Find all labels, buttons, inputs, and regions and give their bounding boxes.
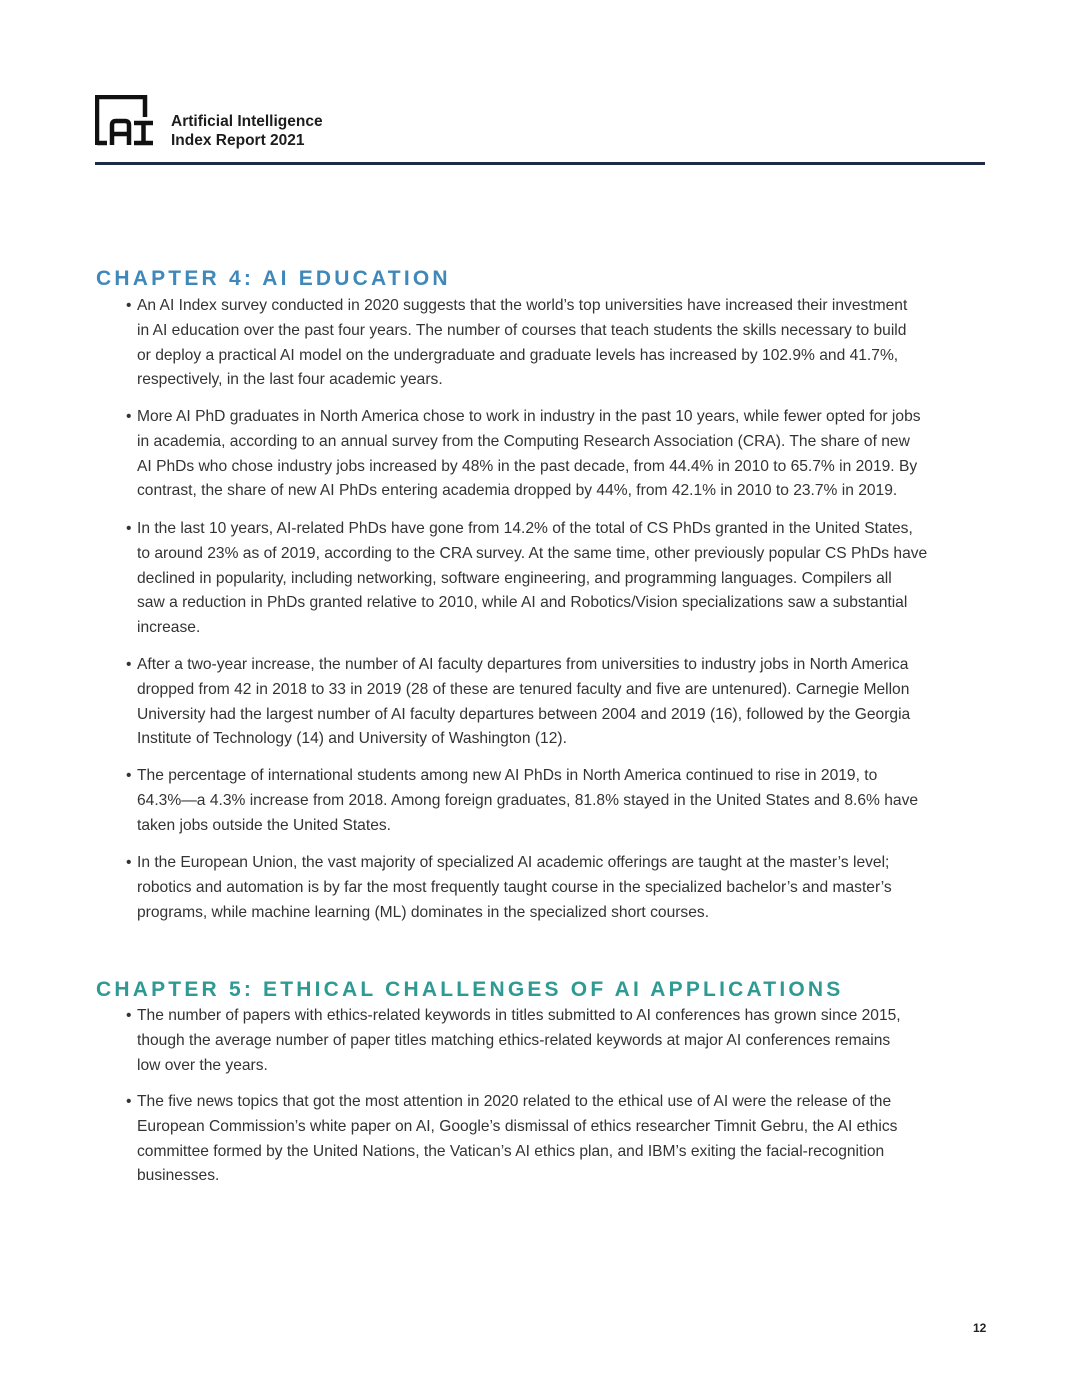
bullet-dot-icon: • <box>126 297 132 314</box>
bullet-text: committee formed by the United Nations, the Vatican’s AI ethics plan, and IBM’s exiting the facial-recognition <box>137 1142 885 1160</box>
bullet-text: European Commission’s white paper on AI, Google’s dismissal of ethics researcher Timnit Gebru, the AI ethics <box>137 1117 898 1135</box>
bullet-dot-icon: • <box>126 1093 132 1110</box>
brand-line-1: Artificial Intelligence <box>171 113 323 130</box>
bullet-line <box>126 405 996 430</box>
bullet-text: though the average number of paper titles matching ethics-related keywords at major AI conferences remains <box>137 1031 891 1049</box>
bullet-text: dropped from 42 in 2018 to 33 in 2019 (28 of these are tenured faculty and five are untenured). Carnegie Mellon <box>137 680 910 698</box>
bullet-text: More AI PhD graduates in North America chose to work in industry in the past 10 years, while fewer opted for jobs <box>137 408 921 425</box>
bullet-text: The percentage of international students among new AI PhDs in North America continued to rise in 2019, to <box>137 767 878 784</box>
bullet-text: After a two-year increase, the number of AI faculty departures from universities to industry jobs in North America <box>137 656 909 673</box>
bullet-line <box>126 591 996 616</box>
bullet-line <box>126 1140 996 1165</box>
ai-index-logo <box>95 95 155 147</box>
bullet-line <box>126 1004 996 1029</box>
bullet-line <box>126 1029 996 1054</box>
bullet-line <box>126 678 996 703</box>
bullet-dot-icon: • <box>126 408 132 425</box>
bullet-text: low over the years. <box>137 1056 268 1074</box>
header-divider <box>95 162 985 165</box>
chapter-4-heading: CHAPTER 4: AI EDUCATION <box>96 267 451 290</box>
bullet-line <box>126 789 996 814</box>
bullet-text: In the European Union, the vast majority of specialized AI academic offerings are taught at the master’s level; <box>137 854 890 871</box>
bullet-line <box>126 1090 996 1115</box>
bullet-text: The five news topics that got the most attention in 2020 related to the ethical use of AI were the release of the <box>137 1093 892 1110</box>
bullet-line <box>126 876 996 901</box>
bullet-line <box>126 901 996 926</box>
bullet-line <box>126 455 996 480</box>
bullet-text: taken jobs outside the United States. <box>137 816 391 834</box>
bullet-item <box>126 405 996 504</box>
bullet-line <box>126 814 996 839</box>
bullet-dot-icon: • <box>126 1007 132 1024</box>
bullet-line <box>126 479 996 504</box>
bullet-item <box>126 1004 996 1078</box>
bullet-text: robotics and automation is by far the most frequently taught course in the specialized bachelor’s and master’s <box>137 878 892 896</box>
bullet-text: or deploy a practical AI model on the undergraduate and graduate levels has increased by 102.9% and 41.7%, <box>137 346 899 364</box>
bullet-item <box>126 294 996 393</box>
bullet-item <box>126 851 996 925</box>
bullet-text: in AI education over the past four years. The number of courses that teach students the skills necessary to build <box>137 321 907 339</box>
bullet-line <box>126 1054 996 1079</box>
bullet-text: businesses. <box>137 1167 220 1185</box>
bullet-line <box>126 542 996 567</box>
bullet-line <box>126 567 996 592</box>
bullet-text: Institute of Technology (14) and University of Washington (12). <box>137 730 567 748</box>
bullet-text: The number of papers with ethics-related keywords in titles submitted to AI conferences has grown since 2015, <box>137 1007 901 1024</box>
bullet-text: in academia, according to an annual survey from the Computing Research Association (CRA). The share of new <box>137 432 910 450</box>
bullet-text: contrast, the share of new AI PhDs entering academia dropped by 44%, from 42.1% in 2010 to 23.7% in 2019. <box>137 482 898 500</box>
bullet-text: saw a reduction in PhDs granted relative to 2010, while AI and Robotics/Vision specializations saw a substantial <box>137 594 908 612</box>
page-number: 12 <box>973 1321 987 1335</box>
bullet-text: to around 23% as of 2019, according to the CRA survey. At the same time, other previously popular CS PhDs have <box>137 544 928 562</box>
bullet-text: programs, while machine learning (ML) dominates in the specialized short courses. <box>137 903 710 921</box>
bullet-dot-icon: • <box>126 854 132 871</box>
bullet-text: declined in popularity, including networking, software engineering, and programming languages. Compilers all <box>137 569 892 587</box>
bullet-text: In the last 10 years, AI-related PhDs have gone from 14.2% of the total of CS PhDs granted in the United States, <box>137 520 913 537</box>
bullet-text: An AI Index survey conducted in 2020 suggests that the world’s top universities have increased their investment <box>137 297 908 314</box>
bullet-text: 64.3%—a 4.3% increase from 2018. Among foreign graduates, 81.8% stayed in the United States and 8.6% have <box>137 791 919 809</box>
bullet-text: respectively, in the last four academic years. <box>137 371 443 389</box>
bullet-line <box>126 1115 996 1140</box>
bullet-line <box>126 616 996 641</box>
bullet-dot-icon: • <box>126 520 132 537</box>
bullet-line <box>126 727 996 752</box>
bullet-text: increase. <box>137 619 201 637</box>
bullet-line <box>126 1164 996 1189</box>
bullet-dot-icon: • <box>126 656 132 673</box>
bullet-text: University had the largest number of AI faculty departures between 2004 and 2019 (16), followed by the Georgia <box>137 705 911 723</box>
bullet-line <box>126 368 996 393</box>
bullet-text: AI PhDs who chose industry jobs increased by 48% in the past decade, from 44.4% in 2010 to 65.7% in 2019. By <box>137 457 918 475</box>
bullet-line <box>126 764 996 789</box>
bullet-item <box>126 517 996 641</box>
report-title <box>171 112 323 150</box>
bullet-item <box>126 1090 996 1189</box>
brand-line-2: Index Report 2021 <box>171 132 305 149</box>
bullet-line <box>126 294 996 319</box>
bullet-dot-icon: • <box>126 767 132 784</box>
bullet-line <box>126 653 996 678</box>
bullet-line <box>126 851 996 876</box>
chapter-5-heading: CHAPTER 5: ETHICAL CHALLENGES OF AI APPLICATIONS <box>96 978 844 1001</box>
bullet-line <box>126 430 996 455</box>
bullet-line <box>126 703 996 728</box>
bullet-line <box>126 344 996 369</box>
bullet-line <box>126 319 996 344</box>
bullet-item <box>126 764 996 838</box>
bullet-item <box>126 653 996 752</box>
bullet-line <box>126 517 996 542</box>
